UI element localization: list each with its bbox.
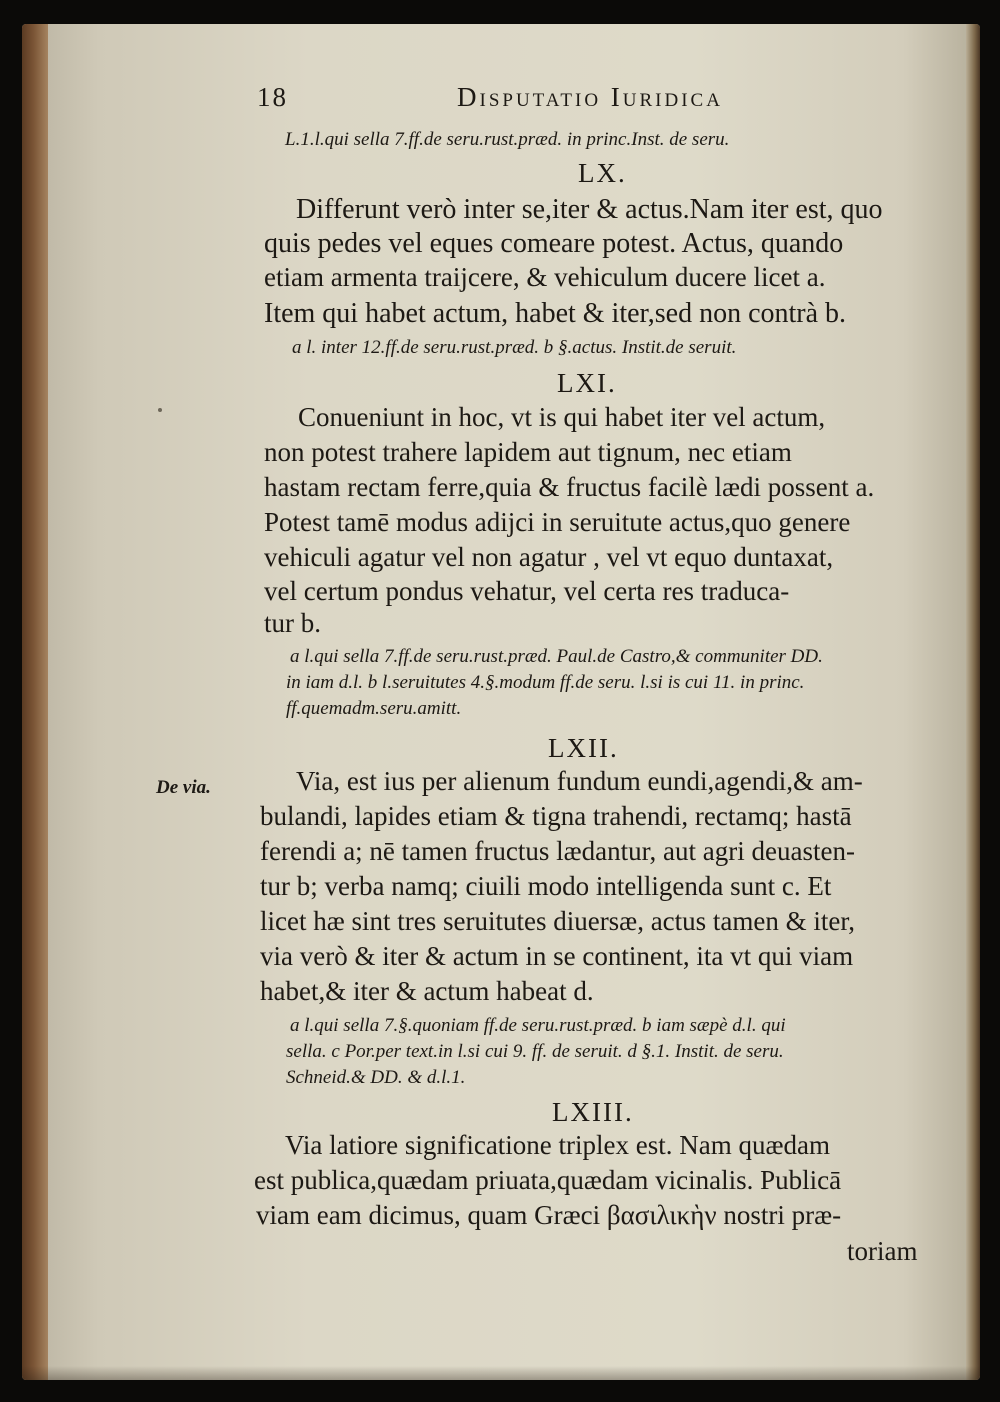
body-text-line: ferendi a; nē tamen fructus lædantur, aut agri deuasten- xyxy=(260,836,855,866)
margin-dot xyxy=(158,408,162,412)
body-text-line: tur b. xyxy=(264,608,321,638)
body-text-line: habet,& iter & actum habeat d. xyxy=(260,976,594,1006)
body-text-line: Potest tamē modus adijci in seruitute actus,quo genere xyxy=(264,507,851,537)
page-edge-right xyxy=(966,24,980,1380)
page-title: Disputatio Iuridica xyxy=(457,82,723,112)
catchword: toriam xyxy=(847,1236,918,1266)
page-edge-bottom xyxy=(22,1366,980,1380)
book-spine xyxy=(22,24,48,1380)
body-text-line: quis pedes vel eques comeare potest. Actus, quando xyxy=(264,228,844,259)
body-text-line: vel certum pondus vehatur, vel certa res traduca- xyxy=(264,576,790,606)
citation-line: L.1.l.qui sella 7.ff.de seru.rust.præd. in princ.Inst. de seru. xyxy=(285,129,730,150)
running-head xyxy=(257,82,777,118)
page-number: 18 xyxy=(257,82,288,112)
footnote-line: ff.quemadm.seru.amitt. xyxy=(286,698,462,719)
body-text-line: Differunt verò inter se,iter & actus.Nam iter est, quo xyxy=(296,194,883,225)
body-text-line: est publica,quædam priuata,quædam vicinalis. Publicā xyxy=(254,1165,842,1195)
footnote-line: sella. c Por.per text.in l.si cui 9. ff. de seruit. d §.1. Instit. de seru. xyxy=(286,1041,784,1062)
footnote-line: a l.qui sella 7.ff.de seru.rust.præd. Paul.de Castro,& communiter DD. xyxy=(290,646,823,667)
section-heading: LX. xyxy=(578,158,627,188)
body-text-line: tur b; verba namq; ciuili modo intelligenda sunt c. Et xyxy=(260,871,832,901)
body-text-line: bulandi, lapides etiam & tigna trahendi, rectamq; hastā xyxy=(260,801,852,831)
body-text-line: etiam armenta traijcere, & vehiculum ducere licet a. xyxy=(264,262,826,292)
section-heading: LXII. xyxy=(548,733,619,763)
body-text-line: Via latiore significatione triplex est. Nam quædam xyxy=(285,1130,830,1160)
body-text-line: Item qui habet actum, habet & iter,sed non contrà b. xyxy=(264,298,847,329)
body-text-line: vehiculi agatur vel non agatur , vel vt equo duntaxat, xyxy=(264,542,834,572)
footnote-line: Schneid.& DD. & d.l.1. xyxy=(286,1067,466,1088)
section-heading: LXIII. xyxy=(552,1097,634,1127)
footnote-line: a l.qui sella 7.§.quoniam ff.de seru.rust.præd. b iam sæpè d.l. qui xyxy=(290,1015,786,1036)
body-text-line: via verò & iter & actum in se continent, ita vt qui viam xyxy=(260,941,854,971)
body-text-line: viam eam dicimus, quam Græci βασιλικὴν nostri præ- xyxy=(256,1200,842,1230)
margin-note: De via. xyxy=(156,777,211,798)
footnote-line: a l. inter 12.ff.de seru.rust.præd. b §.actus. Instit.de seruit. xyxy=(292,337,737,358)
body-text-line: non potest trahere lapidem aut tignum, nec etiam xyxy=(264,437,792,467)
body-text-line: licet hæ sint tres seruitutes diuersæ, actus tamen & iter, xyxy=(260,906,856,936)
footnote-line: in iam d.l. b l.seruitutes 4.§.modum ff.de seru. l.si is cui 11. in princ. xyxy=(286,672,805,693)
body-text-line: hastam rectam ferre,quia & fructus facilè lædi possent a. xyxy=(264,472,875,502)
body-text-line: Conueniunt in hoc, vt is qui habet iter vel actum, xyxy=(298,402,826,432)
body-text-line: Via, est ius per alienum fundum eundi,agendi,& am- xyxy=(296,766,863,796)
section-heading: LXI. xyxy=(557,368,617,398)
